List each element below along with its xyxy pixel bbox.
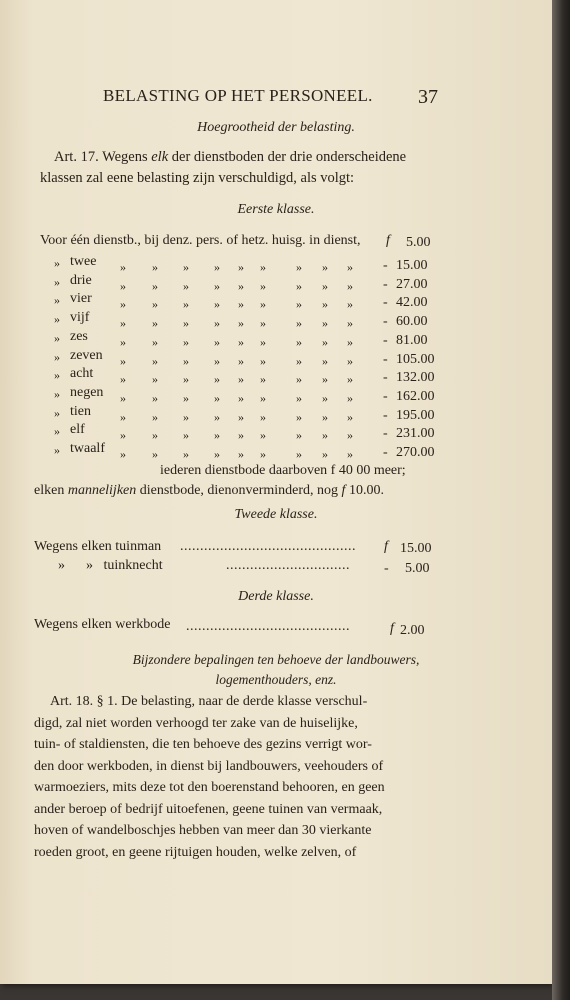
ditto-mark: »	[120, 334, 127, 349]
class3-row-leader: .........................................	[186, 619, 350, 634]
ditto-mark: »	[322, 390, 329, 405]
class3-row-currency: f	[390, 621, 394, 636]
class1-row-word: vijf	[70, 310, 90, 326]
class1-row-dash: -	[383, 295, 388, 311]
ditto-mark: »	[183, 278, 190, 293]
ditto-mark: »	[260, 260, 267, 274]
ditto-mark: »	[260, 353, 267, 368]
class1-row-dash: -	[383, 276, 388, 292]
ditto-mark: »	[54, 424, 61, 439]
class1-row-word: twaalf	[70, 441, 105, 456]
ditto-mark: »	[322, 278, 329, 293]
ditto-mark: »	[152, 260, 159, 274]
ditto-mark: »	[296, 260, 303, 274]
ditto-mark: »	[238, 428, 245, 443]
ditto-mark: »	[214, 428, 221, 443]
ditto-mark: »	[322, 260, 329, 274]
art17-line-1: Art. 17. Wegens elk der dienstboden der drie onderscheidene	[54, 149, 407, 165]
class1-row-dash: -	[383, 332, 388, 348]
ditto-mark: »	[120, 353, 127, 368]
ditto-mark: »	[238, 353, 245, 368]
art18-line: ander beroep of bedrijf uitoefenen, geene tuinen van vermaak,	[34, 801, 383, 817]
ditto-mark: »	[214, 278, 221, 293]
art18-line: roeden groot, en geene rijtuigen houden, welke zelven, of	[34, 844, 357, 860]
class1-row-amount: 42.00	[396, 295, 428, 311]
ditto-mark: »	[296, 278, 303, 293]
class3-row-label: Wegens elken werkbode	[34, 617, 171, 632]
ditto-mark: »	[54, 405, 61, 420]
ditto-mark: »	[152, 372, 159, 387]
art17-line-2: klassen zal eene belasting zijn verschuldigd, als volgt:	[40, 170, 355, 186]
ditto-mark: »	[54, 386, 61, 401]
ditto-mark: »	[238, 334, 245, 349]
class1-row-word: negen	[70, 384, 104, 400]
class2-row2-dash: -	[384, 561, 389, 576]
ditto-mark: »	[347, 390, 354, 405]
ditto-mark: »	[152, 447, 159, 461]
ditto-mark: »	[183, 297, 190, 312]
ditto-mark: »	[296, 428, 303, 443]
ditto-mark: »	[152, 409, 159, 424]
ditto-mark: »	[120, 278, 127, 293]
ditto-mark: »	[214, 316, 221, 331]
ditto-mark: »	[183, 390, 190, 405]
ditto-mark: »	[120, 316, 127, 331]
class1-row-word: tien	[70, 403, 91, 419]
ditto-mark: »	[238, 260, 245, 274]
ditto-mark: »	[120, 390, 127, 405]
class1-row-amount: 270.00	[396, 445, 435, 460]
class1-row-amount: 105.00	[396, 351, 435, 367]
ditto-mark: »	[183, 409, 190, 424]
ditto-mark: »	[238, 409, 245, 424]
class2-row2-amount: 5.00	[405, 561, 430, 576]
class2-row2-leader: ...............................	[226, 558, 350, 573]
ditto-mark: »	[214, 390, 221, 405]
ditto-mark: »	[347, 297, 354, 312]
class1-first-row-label: Voor één dienstb., bij denz. pers. of hetz. huisg. in dienst,	[40, 233, 361, 248]
ditto-mark: »	[260, 278, 267, 293]
class3-row-amount: 2.00	[400, 623, 425, 638]
ditto-mark: »	[214, 447, 221, 461]
ditto-mark: »	[296, 372, 303, 387]
class1-row-word: drie	[70, 272, 92, 288]
ditto-mark: »	[152, 297, 159, 312]
ditto-mark: »	[260, 390, 267, 405]
ditto-mark: »	[296, 390, 303, 405]
ditto-mark: »	[347, 278, 354, 293]
class1-first-row-amount: 5.00	[406, 235, 431, 250]
ditto-mark: »	[214, 372, 221, 387]
ditto-mark: »	[347, 428, 354, 443]
ditto-mark: »	[260, 316, 267, 331]
ditto-mark: »	[214, 260, 221, 274]
class2-row1-label: Wegens elken tuinman	[34, 539, 162, 554]
ditto-mark: »	[238, 372, 245, 387]
ditto-mark: »	[347, 447, 354, 461]
class3-title: Derde klasse.	[238, 589, 314, 604]
class1-after-line-1: iederen dienstbode daarboven f 40 00 meer;	[160, 463, 406, 478]
class2-row1-amount: 15.00	[400, 541, 432, 556]
ditto-mark: »	[296, 409, 303, 424]
ditto-mark: »	[260, 372, 267, 387]
ditto-mark: »	[152, 334, 159, 349]
ditto-mark: »	[260, 428, 267, 443]
class1-row-amount: 132.00	[396, 370, 435, 386]
ditto-mark: »	[152, 428, 159, 443]
ditto-mark: »	[183, 260, 190, 274]
class1-row-amount: 60.00	[396, 314, 428, 330]
class1-row-amount: 15.00	[396, 258, 428, 273]
class1-after-line-2: elken mannelijken dienstbode, dienonverminderd, nog f 10.00.	[34, 483, 384, 498]
ditto-mark: »	[54, 349, 61, 364]
art18-line: digd, zal niet worden verhoogd ter zake van de huiselijke,	[34, 715, 358, 731]
ditto-mark: »	[322, 297, 329, 312]
ditto-mark: »	[183, 353, 190, 368]
class1-row-word: zeven	[70, 347, 103, 363]
art18-line: den door werkboden, in dienst bij landbouwers, veehouders of	[34, 758, 384, 774]
ditto-mark: »	[322, 353, 329, 368]
book-spine-edge	[552, 0, 570, 1000]
ditto-mark: »	[183, 372, 190, 387]
ditto-mark: »	[347, 260, 354, 274]
ditto-mark: »	[296, 297, 303, 312]
ditto-mark: »	[120, 447, 127, 461]
class1-row-word: elf	[70, 422, 85, 438]
class1-row-amount: 81.00	[396, 332, 428, 348]
ditto-mark: »	[183, 316, 190, 331]
ditto-mark: »	[238, 297, 245, 312]
ditto-mark: »	[322, 372, 329, 387]
ditto-mark: »	[120, 372, 127, 387]
class1-row-dash: -	[383, 258, 388, 273]
ditto-mark: »	[322, 428, 329, 443]
class1-row-dash: -	[383, 388, 388, 404]
ditto-mark: »	[322, 334, 329, 349]
ditto-mark: »	[238, 390, 245, 405]
ditto-mark: »	[214, 334, 221, 349]
class1-row-amount: 162.00	[396, 388, 435, 404]
class2-row1-currency: f	[384, 539, 388, 554]
class1-row-amount: 27.00	[396, 276, 428, 292]
ditto-mark: »	[120, 297, 127, 312]
ditto-mark: »	[183, 447, 190, 461]
class1-row-dash: -	[383, 407, 388, 423]
ditto-mark: »	[238, 316, 245, 331]
class1-row-amount: 231.00	[396, 426, 435, 442]
class1-row-dash: -	[383, 426, 388, 442]
ditto-mark: »	[260, 409, 267, 424]
ditto-mark: »	[347, 353, 354, 368]
ditto-mark: »	[260, 297, 267, 312]
ditto-mark: »	[120, 428, 127, 443]
ditto-mark: »	[54, 274, 61, 289]
ditto-mark: »	[347, 372, 354, 387]
art18-line: tuin- of staldiensten, die ten behoeve des gezins verrigt wor-	[34, 737, 372, 752]
ditto-mark: »	[54, 256, 61, 270]
class1-row-dash: -	[383, 445, 388, 460]
ditto-mark: »	[152, 353, 159, 368]
ditto-mark: »	[54, 293, 61, 308]
ditto-mark: »	[152, 390, 159, 405]
class1-title: Eerste klasse.	[237, 202, 315, 217]
ditto-mark: »	[54, 312, 61, 327]
ditto-mark: »	[152, 278, 159, 293]
page-number: 37	[418, 86, 438, 108]
ditto-mark: »	[347, 316, 354, 331]
ditto-mark: »	[322, 409, 329, 424]
class2-row2-label: » » tuinknecht	[58, 558, 163, 573]
section-heading: Hoegrootheid der belasting.	[197, 120, 355, 135]
ditto-mark: »	[183, 428, 190, 443]
class1-row-dash: -	[383, 351, 388, 367]
ditto-mark: »	[296, 316, 303, 331]
ditto-mark: »	[152, 316, 159, 331]
ditto-mark: »	[120, 409, 127, 424]
ditto-mark: »	[214, 353, 221, 368]
class2-row1-leader: ............................................	[180, 539, 356, 554]
ditto-mark: »	[322, 447, 329, 461]
ditto-mark: »	[120, 260, 127, 274]
ditto-mark: »	[214, 297, 221, 312]
special-title-line-2: logementhouders, enz.	[215, 672, 337, 687]
ditto-mark: »	[238, 447, 245, 461]
art18-line: Art. 18. § 1. De belasting, naar de derde klasse verschul-	[50, 694, 368, 709]
special-title-line-1: Bijzondere bepalingen ten behoeve der landbouwers,	[132, 652, 420, 667]
class1-row-dash: -	[383, 370, 388, 386]
ditto-mark: »	[54, 443, 61, 457]
class1-first-row-currency: f	[386, 233, 390, 248]
art18-line: warmoeziers, mits deze tot den boerenstand behooren, en geen	[34, 780, 385, 795]
ditto-mark: »	[214, 409, 221, 424]
class1-row-amount: 195.00	[396, 407, 435, 423]
class1-row-dash: -	[383, 314, 388, 330]
ditto-mark: »	[296, 447, 303, 461]
ditto-mark: »	[260, 447, 267, 461]
ditto-mark: »	[238, 278, 245, 293]
ditto-mark: »	[347, 409, 354, 424]
ditto-mark: »	[54, 368, 61, 383]
ditto-mark: »	[183, 334, 190, 349]
class1-row-word: acht	[70, 366, 94, 382]
ditto-mark: »	[54, 330, 61, 345]
class2-title: Tweede klasse.	[234, 507, 318, 522]
class1-row-word: twee	[70, 254, 97, 269]
art18-line: hoven of wandelboschjes hebben van meer dan 30 vierkante	[34, 823, 372, 838]
ditto-mark: »	[296, 334, 303, 349]
class1-row-word: vier	[70, 291, 92, 307]
ditto-mark: »	[260, 334, 267, 349]
class1-row-word: zes	[70, 328, 88, 344]
ditto-mark: »	[347, 334, 354, 349]
running-head: BELASTING OP HET PERSONEEL.	[103, 86, 373, 105]
ditto-mark: »	[296, 353, 303, 368]
ditto-mark: »	[322, 316, 329, 331]
